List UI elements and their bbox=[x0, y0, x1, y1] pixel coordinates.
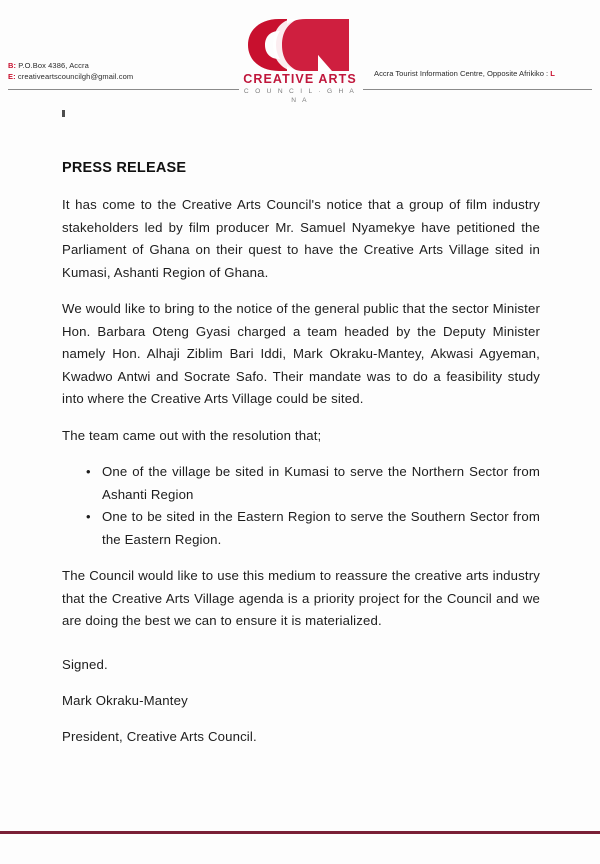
paragraph-committee: We would like to bring to the notice of the general public that the sector Minister Hon. Barbara Oteng Gyasi charged a team headed by the Deputy Minister namely Hon. Alhaji Ziblim Bari Iddi, Mark Okraku-Mantey, Akwasi Agyeman, Kwadwo Antwi and Socrate Safo. Their mandate was to do a feasibility study into where the Creative Arts Village could be sited. bbox=[62, 301, 540, 406]
office-address bbox=[374, 68, 555, 79]
office-address-text: Accra Tourist Information Centre, Opposite Afrikiko : bbox=[374, 69, 551, 78]
signed-label: Signed. bbox=[62, 656, 108, 672]
office-address-tail: L bbox=[550, 69, 555, 78]
postal-address-line bbox=[8, 60, 133, 71]
paragraph-resolution-intro: The team came out with the resolution that; bbox=[62, 427, 322, 443]
signatory-role: President, Creative Arts Council. bbox=[62, 728, 257, 744]
signature-block bbox=[62, 655, 540, 747]
footer-rule bbox=[0, 831, 600, 834]
signatory-name: Mark Okraku-Mantey bbox=[62, 692, 188, 708]
email-address-line bbox=[8, 71, 133, 82]
page-title: PRESS RELEASE bbox=[62, 160, 187, 176]
logo-name-text: CREATIVE ARTS bbox=[243, 72, 357, 86]
paragraph-petition: It has come to the Creative Arts Council's notice that a group of film industry stakeholders led by film producer Mr. Samuel Nyamekye have petitioned the Parliament of Ghana on their quest to have the Creative Arts Village sited in Kumasi, Ashanti Region of Ghana. bbox=[62, 197, 540, 280]
list-item: • One to be sited in the Eastern Region to serve the Southern Sector from the Eastern Region. bbox=[102, 506, 540, 551]
letterhead bbox=[0, 0, 600, 120]
postal-address-key: B: bbox=[8, 61, 17, 70]
email-address-value: creativeartscouncilgh@gmail.com bbox=[15, 72, 134, 81]
resolution-list bbox=[62, 461, 540, 551]
document-body bbox=[62, 160, 540, 763]
header-rule-left bbox=[8, 89, 239, 90]
postal-address-value: P.O.Box 4386, Accra bbox=[16, 61, 89, 70]
email-address-key: E: bbox=[8, 72, 16, 81]
logo-subtitle-text: C O U N C I L · G H A N A bbox=[243, 88, 357, 104]
organization-logo bbox=[239, 18, 361, 105]
list-item: • One of the village be sited in Kumasi to serve the Northern Sector from Ashanti Region bbox=[102, 461, 540, 506]
creative-arts-monogram-icon bbox=[246, 18, 354, 72]
contact-details bbox=[8, 60, 133, 82]
header-rule-right bbox=[363, 89, 592, 90]
paragraph-reassurance: The Council would like to use this medium to reassure the creative arts industry that the Creative Arts Village agenda is a priority project for the Council and we are doing the best we can to ensure it is materialized. bbox=[62, 568, 540, 628]
scan-artifact-mark bbox=[62, 110, 65, 117]
